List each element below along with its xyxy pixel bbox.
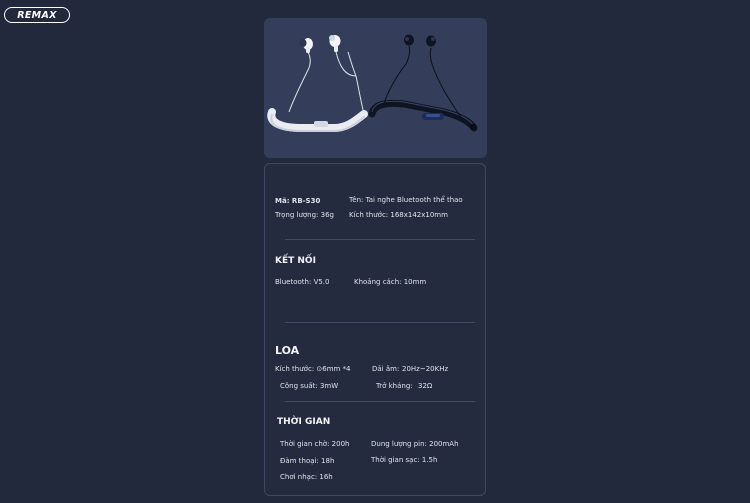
time-heading: THỜI GIAN [277,417,331,427]
size-text: Kích thước: 168x142x10mm [349,211,448,219]
connection-heading: KẾT NỐI [275,256,316,266]
weight-text: Trọng lượng: 36g [275,211,334,219]
bluetooth-text: Bluetooth: V5.0 [275,278,330,286]
range-label: Dải âm: [372,365,400,373]
music-text: Chơi nhạc: 16h [280,473,333,481]
impedance-value: 32Ω [418,382,433,390]
divider [285,239,475,240]
black-headset [372,35,476,130]
charge-text: Thời gian sạc: 1.5h [371,456,438,464]
model-text: Mã: RB-S30 [275,197,321,205]
divider [285,322,475,323]
white-headset [271,35,364,131]
product-image-card [264,18,487,158]
standby-text: Thời gian chờ: 200h [280,440,350,448]
divider [285,401,475,402]
distance-text: Khoảng cách: 10mm [354,278,427,286]
name-text: Tên: Tai nghe Bluetooth thể thao [349,196,463,204]
speaker-heading: LOA [275,344,300,357]
earphones-image [264,18,487,158]
remax-logo: REMAX [4,7,70,23]
speaker-size-text: Kích thước: ⊙6mm *4 [275,365,351,373]
power-text: Công suất: 3mW [280,382,339,390]
battery-text: Dung lượng pin: 200mAh [371,440,459,448]
impedance-label: Trở kháng: [376,382,413,390]
talk-text: Đàm thoại: 18h [280,457,335,465]
spec-card [264,163,486,496]
range-value: 20Hz~20KHz [402,365,449,373]
